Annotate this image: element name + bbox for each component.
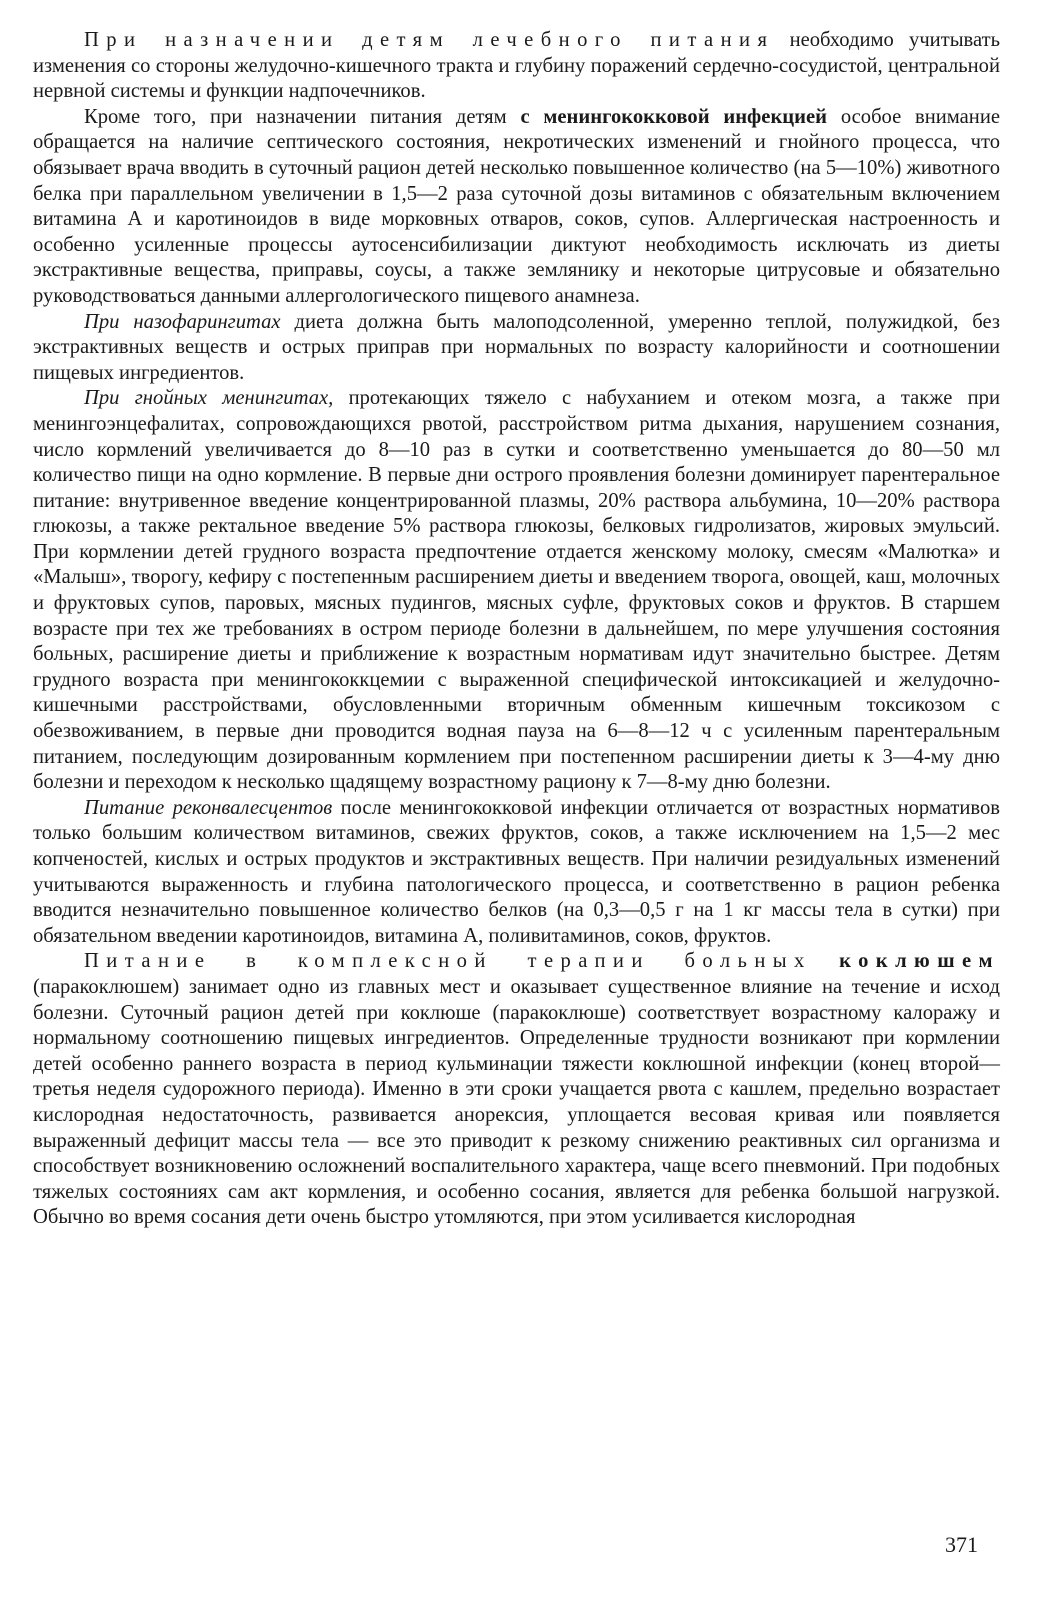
text-segment: коклюшем <box>839 950 1000 973</box>
text-segment: Питание реконвалесцентов <box>84 796 333 819</box>
text-segment: При назофарингитах <box>84 310 281 333</box>
paragraph <box>33 105 1000 310</box>
text-segment: с менингококковой инфекцией <box>520 105 828 128</box>
text-segment: При гнойных менингитах, <box>84 387 334 410</box>
text-segment: Питание в комплексной терапии больных <box>84 950 812 973</box>
paragraph <box>33 28 1000 105</box>
text-segment: диета должна быть малоподсоленной, умеренно теплой, полужидкой, без экстрактивных веществ и острых приправ при нормальных по возрасту калорийности и соотношении пищевых ингредиентов. <box>33 310 1000 384</box>
paragraph <box>33 949 1000 1231</box>
text-segment: протекающих тяжело с набуханием и отеком мозга, а также при менингоэнцефалитах, сопровождающихся рвотой, расстройством ритма дыхания, нарушением сознания, число кормлений увеличивается до 8—10 раз в сутки и соответственно уменьшается до 80—50 мл количество пищи на одно кормление. В первые дни острого проявления болезни доминирует парентеральное питание: внутривенное введение концентрированной плазмы, 20% раствора альбумина, 10—20% раствора глюкозы, а также ректальное введение 5% раствора глюкозы, белковых гидролизатов, жировых эмульсий. При кормлении детей грудного возраста предпочтение отдается женскому молоку, смесям «Малютка» и «Малыш», творогу, кефиру с постепенным расширением диеты и введением творога, овощей, каш, молочных и фруктовых супов, паровых, мясных пудингов, мясных суфле, фруктовых соков и фруктов. В старшем возрасте при тех же требованиях в остром периоде болезни в дальнейшем, по мере улучшения состояния больных, расширение диеты и приближение к возрастным нормативам идут значительно быстрее. Детям грудного возраста при менингококкцемии с выраженной специфической интоксикацией и желудочно-кишечными расстройствами, обусловленными вторичным обменным кишечным токсикозом с обезвоживанием, в первые дни проводится водная пауза на 6—8—12 ч с усиленным парентеральным питанием, последующим дозированным кормлением при постепенном расширении диеты к 3—4-му дню болезни и переходом к несколько щадящему возрастному рациону к 7—8-му дню болезни. <box>33 387 1000 794</box>
text-segment: необходимо учитывать изменения со стороны желудочно-кишечного тракта и глубину поражений сердечно-сосудистой, центральной нервной системы и функции надпочечников. <box>33 29 1000 103</box>
text-segment: (паракоклюшем) занимает одно из главных мест и оказывает существенное влияние на течение и исход болезни. Суточный рацион детей при коклюше (паракоклюше) соответствует возрастному калоражу и нормальному соотношению пищевых ингредиентов. Определенные трудности возникают при кормлении детей особенно раннего возраста в период кульминации тяжести коклюшной инфекции (конец второй— третья неделя судорожного периода). Именно в эти сроки учащается рвота с кашлем, предельно возрастает кислородная недостаточность, развивается анорексия, уплощается весовая кривая или появляется выраженный дефицит массы тела — все это приводит к резкому снижению реактивных сил организма и способствует возникновению осложнений воспалительного характера, чаще всего пневмоний. При подобных тяжелых состояниях сам акт кормления, и особенно сосания, является для ребенка большой нагрузкой. Обычно во время сосания дети очень быстро утомляются, при этом усиливается кислородная <box>33 975 1000 1229</box>
text-segment <box>812 950 839 972</box>
text-segment: При назначении детям лечебного питания <box>84 29 775 51</box>
paragraph <box>33 796 1000 950</box>
page-number: 371 <box>945 1532 978 1557</box>
text-segment: после менингококковой инфекции отличается от возрастных нормативов только большим количеством витаминов, свежих фруктов, соков, а также исключением на 1,5—2 мес копченостей, кислых и острых продуктов и экстрактивных веществ. При наличии резидуальных изменений учитываются выраженность и глубина патологического процесса, и соответственно в рацион ребенка вводится незначительно повышенное количество белков (на 0,3—0,5 г на 1 кг массы тела в сутки) при обязательном введении каротиноидов, витамина А, поливитаминов, соков, фруктов. <box>33 796 1000 947</box>
paragraph <box>33 386 1000 796</box>
text-segment: Кроме того, при назначении питания детям <box>84 105 521 128</box>
text-segment: особое внимание обращается на наличие септического состояния, некротических изменений и гнойного процесса, что обязывает врача вводить в суточный рацион детей несколько повышенное количество (на 5—10%) животного белка при параллельном увеличении в 1,5—2 раза суточной дозы витаминов с обязательным включением витамина А и каротиноидов в виде морковных отваров, соков, супов. Аллергическая настроенность и особенно усиленные процессы аутосенсибилизации диктуют необходимость исключать из диеты экстрактивные вещества, приправы, соусы, а также землянику и некоторые цитрусовые и обязательно руководствоваться данными аллергологического пищевого анамнеза. <box>33 105 1000 307</box>
body-text <box>33 28 1000 1231</box>
paragraph <box>33 310 1000 387</box>
